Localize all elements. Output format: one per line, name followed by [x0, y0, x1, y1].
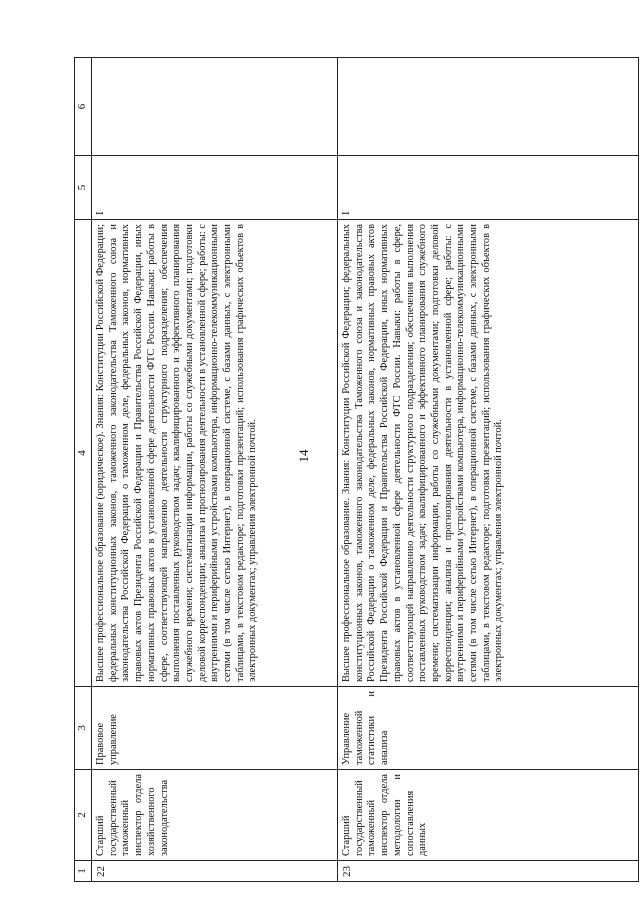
qualification-requirements: Высшее профессиональное образование (юридическое). Знания: Конституции Российской Федерации; федеральных конституционных законов, таможенного законодательства Таможенного союза и законодательства Российской Федерации о таможенном деле, федеральных законов, нормативных правовых актов Президента Российской Федерации и Правительства Российской Федерации, иных нормативных правовых актов в установленной сфере деятельности ФТС России. Навыки: работы в сфере, соответствующей направлению деятельности структурного подразделения; обеспечения выполнения поставленных руководством задач; квалифицированного и эффективного планирования служебного времени; систематизации информации, работы со служебными документами; подготовки деловой корреспонденции; анализа и прогнозирования деятельности в установленной сфере; работы: с внутренними и периферийными устройствами компьютера, информационно-телекоммуникационными сетями (в том числе сетью Интернет), в операционной системе, с базами данных, с электронными таблицами, в текстовом редакторе; подготовки презентаций; использования графических объектов в электронных документах; управления электронной почтой. — [92, 220, 338, 687]
column-5-value: I — [338, 156, 639, 220]
row-number: 22 — [92, 861, 338, 882]
department: Управление таможенной статистики и анализа — [338, 687, 639, 770]
position-title: Старший государственный таможенный инспектор отдела методологии и сопоставления данных — [338, 770, 639, 861]
column-6-value — [92, 58, 338, 156]
qualification-requirements: Высшее профессиональное образование. Знания: Конституции Российской Федерации; федеральных конституционных законов, таможенного законодательства Таможенного союза и законодательства Российской Федерации о таможенном деле, федеральных законов, нормативных правовых актов Президента Российской Федерации и Правительства Российской Федерации, иных нормативных правовых актов в установленной сфере деятельности ФТС России. Навыки: работы в сфере, соответствующей направлению деятельности структурного подразделения; обеспечения выполнения поставленных руководством задач; квалифицированного и эффективного планирования служебного времени; систематизации информации, работы со служебными документами; подготовки деловой корреспонденции; анализа и прогнозирования деятельности в установленной сфере; работы: с внутренними и периферийными устройствами компьютера, информационно-телекоммуникационными сетями (в том числе сетью Интернет), в операционной системе, с базами данных, с электронными таблицами, в текстовом редакторе; подготовки презентаций; использования графических объектов в электронных документах; управления электронной почтой. — [338, 220, 639, 687]
header-cell-4: 4 — [75, 220, 92, 687]
header-cell-6: 6 — [75, 58, 92, 156]
table-row — [92, 58, 338, 882]
department: Правовое управление — [92, 687, 338, 770]
positions-table — [74, 57, 639, 882]
header-row — [75, 58, 92, 882]
header-cell-3: 3 — [75, 687, 92, 770]
header-cell-5: 5 — [75, 156, 92, 220]
rotated-page — [74, 58, 639, 882]
header-cell-1: 1 — [75, 861, 92, 882]
page-number: 14 — [296, 449, 311, 463]
position-title: Старший государственный таможенный инспектор отдела хозяйственного законодательства — [92, 770, 338, 861]
table-row — [338, 58, 639, 882]
column-5-value: I — [92, 156, 338, 220]
header-cell-2: 2 — [75, 770, 92, 861]
row-number: 23 — [338, 861, 639, 882]
column-6-value — [338, 58, 639, 156]
